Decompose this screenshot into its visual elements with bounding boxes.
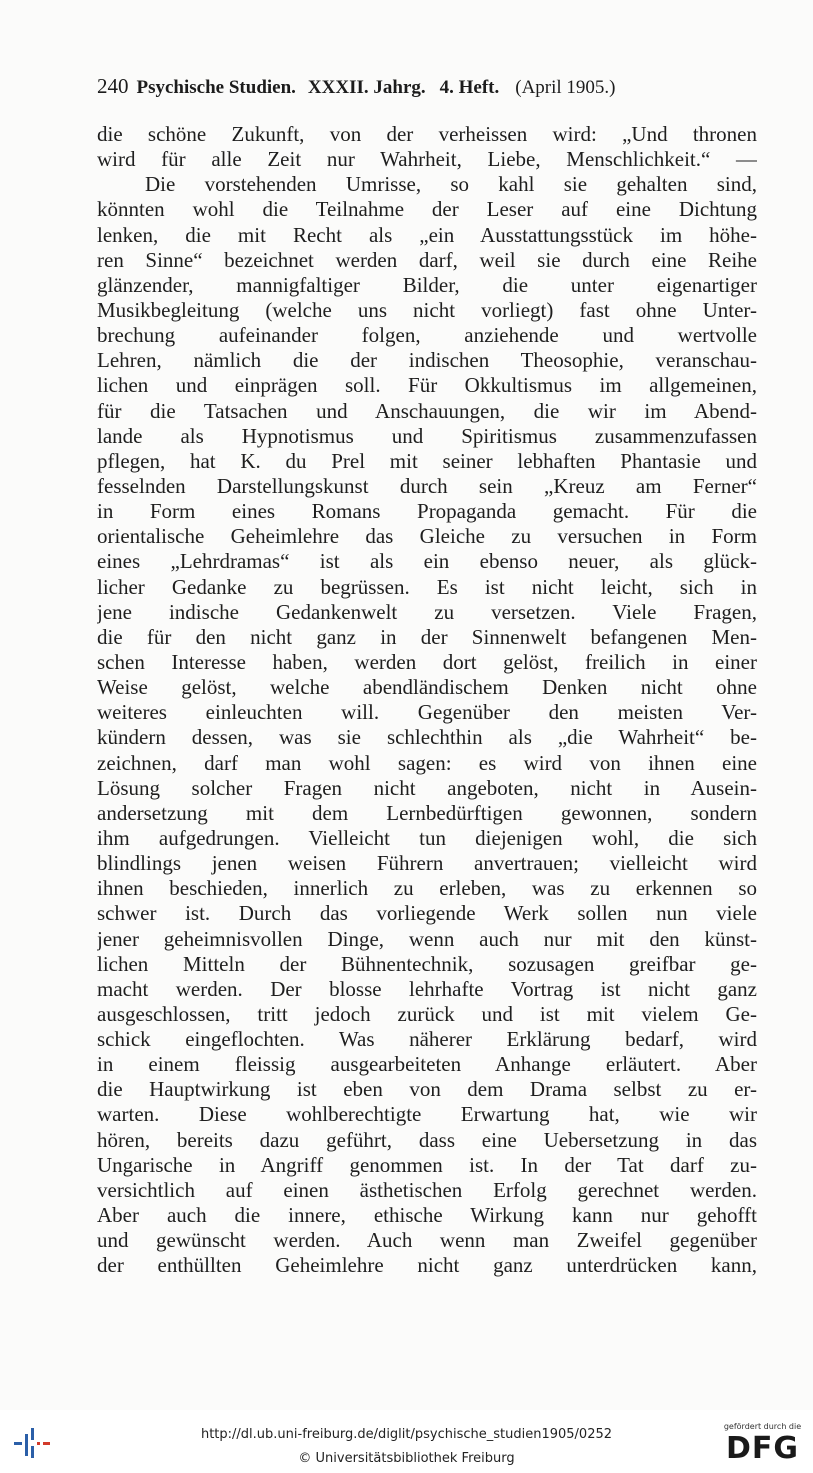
text-line: schick eingeflochten. Was näherer Erklärung bedarf, wird	[97, 1027, 757, 1052]
text-line: warten. Diese wohlberechtigte Erwartung hat, wie wir	[97, 1102, 757, 1127]
text-line: kündern dessen, was sie schlechthin als „die Wahrheit“ be-	[97, 725, 757, 750]
text-line: licher Gedanke zu begrüssen. Es ist nicht leicht, sich in	[97, 574, 757, 599]
body-text	[97, 122, 757, 1278]
text-line: Ungarische in Angriff genommen ist. In der Tat darf zu-	[97, 1152, 757, 1177]
issue-label: 4. Heft.	[439, 77, 500, 98]
text-line: die Hauptwirkung ist eben von dem Drama selbst zu er-	[97, 1077, 757, 1102]
dfg-mark: DFG	[725, 1431, 800, 1466]
text-line: in einem fleissig ausgearbeiteten Anhange erläutert. Aber	[97, 1052, 757, 1077]
text-line: orientalische Geheimlehre das Gleiche zu versuchen in Form	[97, 524, 757, 549]
text-line: der enthüllten Geheimlehre nicht ganz unterdrücken kann,	[97, 1253, 757, 1278]
text-line: ausgeschlossen, tritt jedoch zurück und ist mit vielem Ge-	[97, 1001, 757, 1026]
issue-date: (April 1905.)	[515, 77, 616, 98]
text-line: in Form eines Romans Propaganda gemacht. Für die	[97, 499, 757, 524]
text-line: Aber auch die innere, ethische Wirkung kann nur gehofft	[97, 1203, 757, 1228]
text-line: jene indische Gedankenwelt zu versetzen. Viele Fragen,	[97, 599, 757, 624]
text-line: schwer ist. Durch das vorliegende Werk sollen nun viele	[97, 901, 757, 926]
text-line: weiteres einleuchten will. Gegenüber den meisten Ver-	[97, 700, 757, 725]
text-line: zeichnen, darf man wohl sagen: es wird von ihnen eine	[97, 750, 757, 775]
volume-label: XXXII. Jahrg.	[307, 77, 426, 98]
text-line: hören, bereits dazu geführt, dass eine Uebersetzung in das	[97, 1127, 757, 1152]
text-line: andersetzung mit dem Lernbedürftigen gewonnen, sondern	[97, 800, 757, 825]
viewer-footer	[0, 1410, 813, 1473]
text-line: Lehren, nämlich die der indischen Theosophie, veranschau-	[97, 348, 757, 373]
text-line: ihnen beschieden, innerlich zu erleben, was zu erkennen so	[97, 876, 757, 901]
text-line: wird für alle Zeit nur Wahrheit, Liebe, Menschlichkeit.“ —	[97, 147, 757, 172]
text-line: versichtlich auf einen ästhetischen Erfolg gerechnet werden.	[97, 1177, 757, 1202]
text-line: glänzender, mannigfaltiger Bilder, die unter eigenartiger	[97, 272, 757, 297]
text-line: lenken, die mit Recht als „ein Ausstattungsstück im höhe-	[97, 222, 757, 247]
text-line: jener geheimnisvollen Dinge, wenn auch nur mit den künst-	[97, 926, 757, 951]
text-line: macht werden. Der blosse lehrhafte Vortrag ist nicht ganz	[97, 976, 757, 1001]
text-line: die schöne Zukunft, von der verheissen wird: „Und thronen	[97, 122, 757, 146]
text-line: Musikbegleitung (welche uns nicht vorliegt) fast ohne Unter-	[97, 297, 757, 322]
dfg-logo	[720, 1422, 805, 1468]
text-line: für die Tatsachen und Anschauungen, die wir im Abend-	[97, 398, 757, 423]
text-line: die für den nicht ganz in der Sinnenwelt befangenen Men-	[97, 624, 757, 649]
text-line: ihm aufgedrungen. Vielleicht tun diejenigen wohl, die sich	[97, 825, 757, 850]
copyright-notice: © Universitätsbibliothek Freiburg	[298, 1451, 515, 1466]
page-number: 240	[97, 74, 129, 98]
permalink-link[interactable]: http://dl.ub.uni-freiburg.de/diglit/psychische_studien1905/0252	[200, 1427, 613, 1442]
dfg-caption: gefördert durch die	[723, 1422, 802, 1431]
journal-title: Psychische Studien.	[136, 77, 296, 98]
text-line: Lösung solcher Fragen nicht angeboten, nicht in Ausein-	[97, 775, 757, 800]
text-line: fesselnden Darstellungskunst durch sein „Kreuz am Ferner“	[97, 473, 757, 498]
text-line: lande als Hypnotismus und Spiritismus zusammenzufassen	[97, 423, 757, 448]
text-line: Die vorstehenden Umrisse, so kahl sie gehalten sind,	[145, 172, 757, 197]
text-line: ren Sinne“ bezeichnet werden darf, weil sie durch eine Reihe	[97, 247, 757, 272]
text-line: lichen Mitteln der Bühnentechnik, sozusagen greifbar ge-	[97, 951, 757, 976]
text-line: pflegen, hat K. du Prel mit seiner lebhaften Phantasie und	[97, 448, 757, 473]
text-line: schen Interesse haben, werden dort gelöst, freilich in einer	[97, 649, 757, 674]
text-line: brechung aufeinander folgen, anziehende und wertvolle	[97, 323, 757, 348]
text-line: könnten wohl die Teilnahme der Leser auf eine Dichtung	[97, 197, 757, 222]
text-line: eines „Lehrdramas“ ist als ein ebenso neuer, als glück-	[97, 549, 757, 574]
text-line: lichen und einprägen soll. Für Okkultismus im allgemeinen,	[97, 373, 757, 398]
text-line: blindlings jenen weisen Führern anvertrauen; vielleicht wird	[97, 851, 757, 876]
running-header	[97, 74, 757, 102]
text-line: und gewünscht werden. Auch wenn man Zweifel gegenüber	[97, 1228, 757, 1253]
text-line: Weise gelöst, welche abendländischem Denken nicht ohne	[97, 675, 757, 700]
